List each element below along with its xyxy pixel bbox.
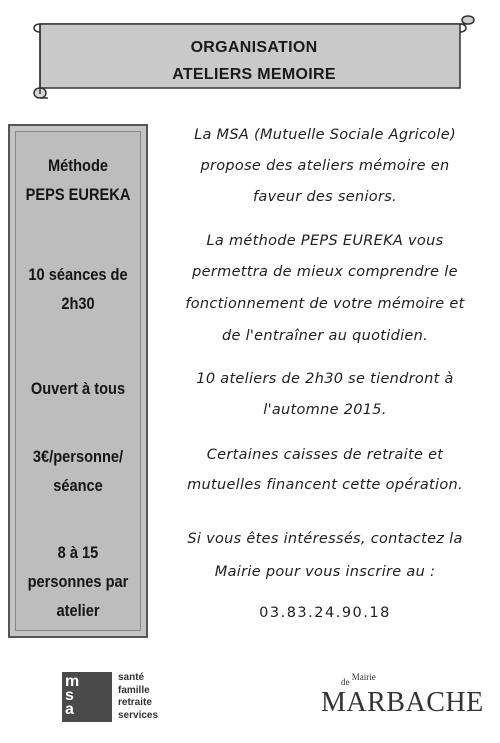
- town-mairie: Mairie: [351, 672, 376, 682]
- msa-tagline-services: services: [118, 709, 159, 721]
- method-line-2: permettra de mieux comprendre le: [192, 264, 458, 280]
- msa-logo: [62, 672, 112, 722]
- marbache-logo: [315, 672, 484, 723]
- phone-number: 03.83.24.90.18: [259, 605, 391, 621]
- msa-logo-letter-a: a: [65, 701, 74, 718]
- group-unit: atelier: [56, 601, 100, 620]
- banner-title-line1: ORGANISATION: [190, 39, 318, 56]
- method-name: PEPS EUREKA: [25, 185, 131, 204]
- info-sidebar: [8, 124, 148, 638]
- town-name: MARBACHE: [321, 687, 484, 718]
- open-block: [20, 374, 137, 403]
- intro-line-2: propose des ateliers mémoire en: [200, 158, 450, 174]
- price-block: [20, 442, 137, 500]
- msa-logo-letter-s: s: [65, 687, 74, 704]
- funding-line-2: mutuelles financent cette opération.: [187, 477, 463, 493]
- intro-line-3: faveur des seniors.: [253, 189, 397, 205]
- msa-logo-letter-m: m: [65, 673, 80, 690]
- banner-title-line2: ATELIERS MEMOIRE: [172, 66, 336, 83]
- schedule-line-2: l'automne 2015.: [263, 402, 387, 418]
- msa-tagline: [118, 672, 158, 722]
- method-label: Méthode: [47, 156, 109, 175]
- title-banner: [28, 14, 480, 100]
- method-block: [20, 151, 137, 209]
- town-prefix: de: [341, 677, 350, 687]
- intro-line-1: La MSA (Mutuelle Sociale Agricole): [194, 127, 456, 143]
- contact-line-1: Si vous êtes intéressés, contactez la: [187, 531, 463, 547]
- group-block: [20, 538, 137, 625]
- method-line-4: de l'entraîner au quotidien.: [221, 328, 429, 344]
- sessions-block: [20, 260, 137, 318]
- msa-tagline-retraite: retraite: [118, 697, 152, 708]
- open-label: Ouvert à tous: [30, 379, 126, 398]
- msa-tagline-sante: santé: [118, 672, 145, 683]
- group-per: personnes par: [27, 572, 129, 591]
- contact-line-2: Mairie pour vous inscrire au :: [214, 564, 436, 580]
- price-unit: séance: [53, 476, 103, 495]
- sessions-count: 10 séances de: [28, 265, 128, 284]
- price-label: 3€/personne/: [32, 447, 124, 466]
- sessions-duration: 2h30: [61, 294, 95, 313]
- method-line-1: La méthode PEPS EUREKA vous: [206, 233, 444, 249]
- funding-line-1: Certaines caisses de retraite et: [206, 447, 444, 463]
- group-size: 8 à 15: [57, 543, 99, 562]
- method-line-3: fonctionnement de votre mémoire et: [185, 296, 465, 312]
- schedule-line-1: 10 ateliers de 2h30 se tiendront à: [196, 371, 454, 387]
- msa-tagline-famille: famille: [118, 684, 150, 696]
- mairie-label: [341, 672, 376, 687]
